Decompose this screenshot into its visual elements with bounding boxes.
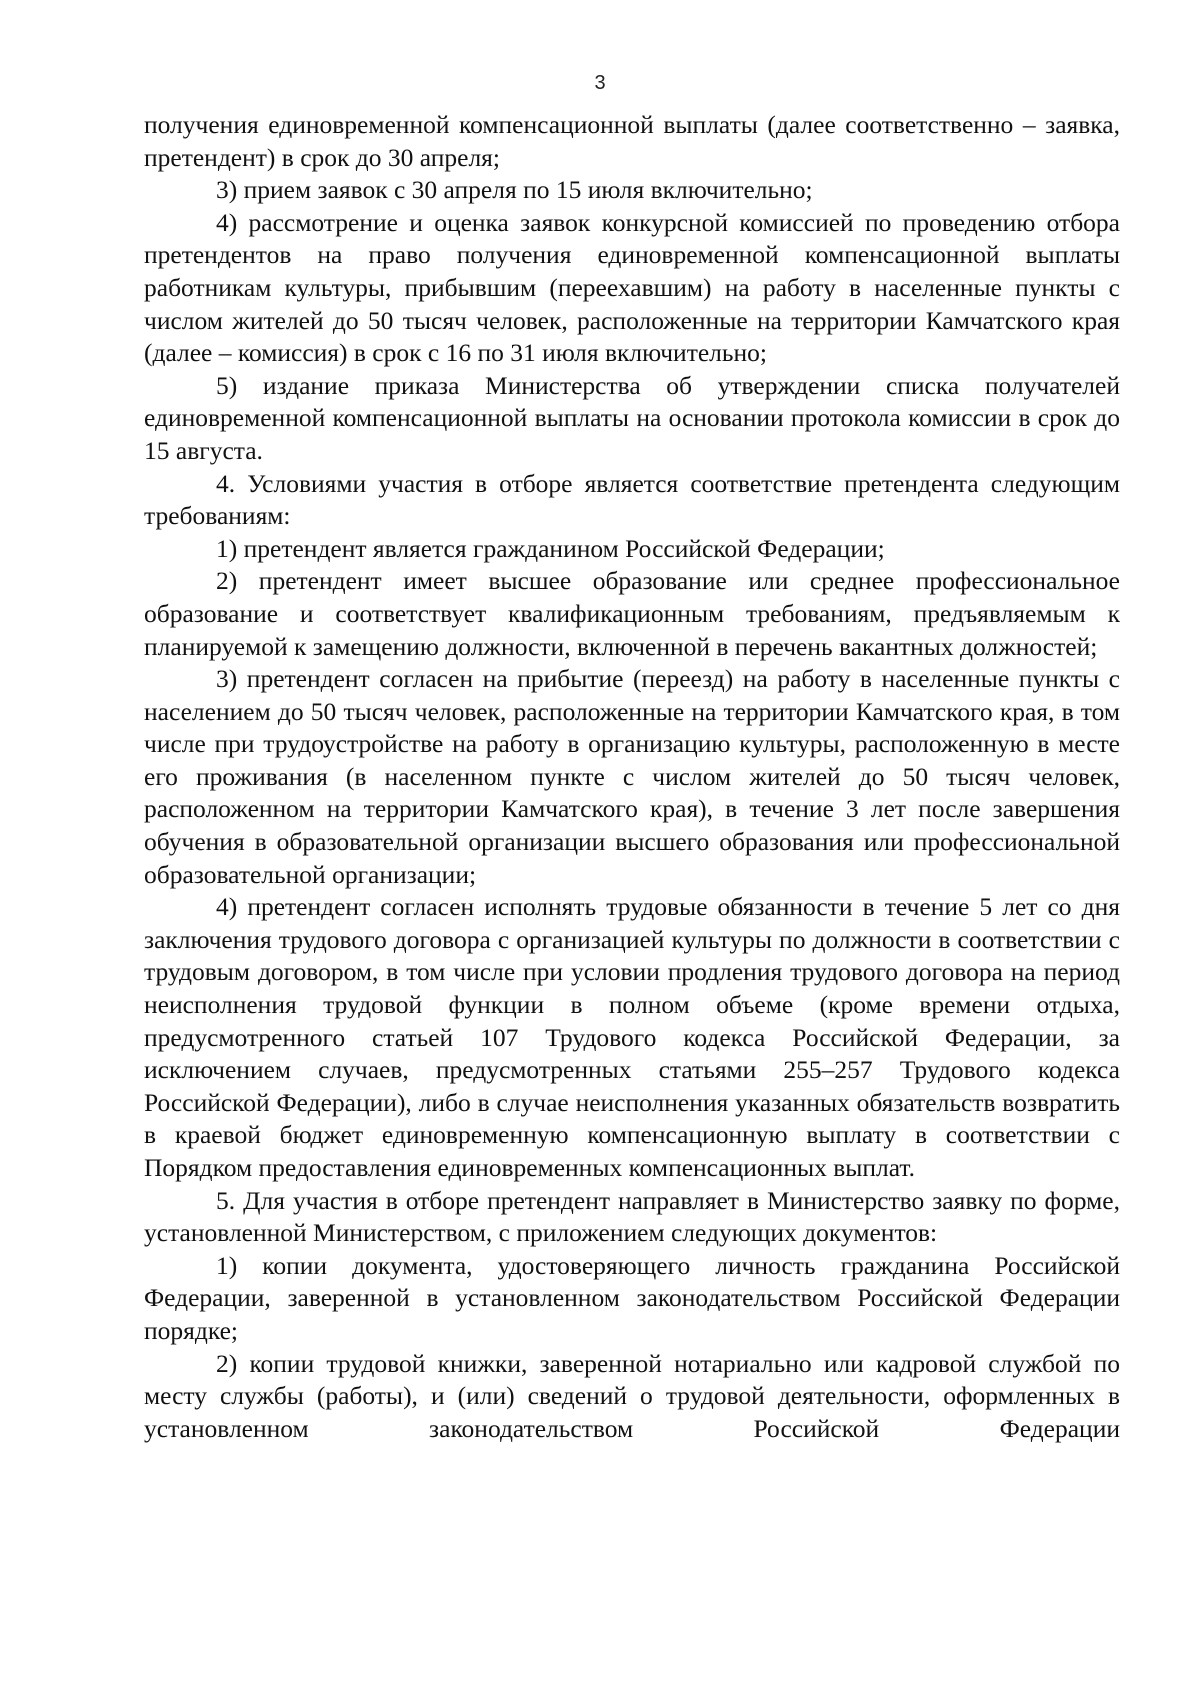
paragraph-continuation: получения единовременной компенсационной выплаты (далее соответственно – заявка, претендент) в срок до 30 апреля; (144, 110, 1120, 172)
paragraph-doc-2: 2) копии трудовой книжки, заверенной нотариально или кадровой службой по месту службы (работы), и (или) сведений о трудовой деятельности, оформленных в установленном законодательством Российской Федерации (144, 1348, 1120, 1443)
paragraph-item-3-receipt: 3) прием заявок с 30 апреля по 15 июля включительно; (216, 175, 813, 205)
paragraph-req-3: 3) претендент согласен на прибытие (переезд) на работу в населенные пункты с населением до 50 тысяч человек, расположенные на территории Камчатского края, в том числе при трудоустройстве на работу в организацию культуры, расположенную в месте его проживания (в населенном пункте с числом жителей до 50 тысяч человек, расположенном на территории Камчатского края), в течение 3 лет после завершения обучения в образовательной организации высшего образования или профессиональной образовательной организации; (144, 664, 1120, 889)
paragraph-req-1: 1) претендент является гражданином Российской Федерации; (216, 533, 885, 563)
paragraph-req-4: 4) претендент согласен исполнять трудовые обязанности в течение 5 лет со дня заключения трудового договора с организацией культуры по должности в соответствии с трудовым договором, в том числе при условии продления трудового договора на период неисполнения трудовой функции в полном объеме (кроме времени отдыха, предусмотренного статьей 107 Трудового кодекса Российской Федерации, за исключением случаев, предусмотренных статьями 255–257 Трудового кодекса Российской Федерации), либо в случае неисполнения указанных обязательств возвратить в краевой бюджет единовременную компенсационную выплату в соответствии с Порядком предоставления единовременных компенсационных выплат. (144, 892, 1120, 1182)
page-number: 3 (594, 72, 606, 94)
paragraph-req-2: 2) претендент имеет высшее образование или среднее профессиональное образование и соответствует квалификационным требованиям, предъявляемым к планируемой к замещению должности, включенной в перечень вакантных должностей; (144, 566, 1120, 661)
paragraph-item-5-order: 5) издание приказа Министерства об утверждении списка получателей единовременной компенсационной выплаты на основании протокола комиссии в срок до 15 августа. (144, 370, 1120, 465)
paragraph-doc-1: 1) копии документа, удостоверяющего личность гражданина Российской Федерации, заверенной в установленном законодательством Российской Федерации порядке; (144, 1250, 1120, 1345)
paragraph-item-4-review: 4) рассмотрение и оценка заявок конкурсной комиссией по проведению отбора претендентов на право получения единовременной компенсационной выплаты работникам культуры, прибывшим (переехавшим) на работу в населенные пункты с числом жителей до 50 тысяч человек, расположенные на территории Камчатского края (далее – комиссия) в срок с 16 по 31 июля включительно; (144, 207, 1120, 368)
document-body (144, 109, 1120, 1445)
paragraph-section-5: 5. Для участия в отборе претендент направляет в Министерство заявку по форме, установленной Министерством, с приложением следующих документов: (144, 1185, 1120, 1248)
paragraph-section-4: 4. Условиями участия в отборе является соответствие претендента следующим требованиям: (144, 468, 1120, 531)
